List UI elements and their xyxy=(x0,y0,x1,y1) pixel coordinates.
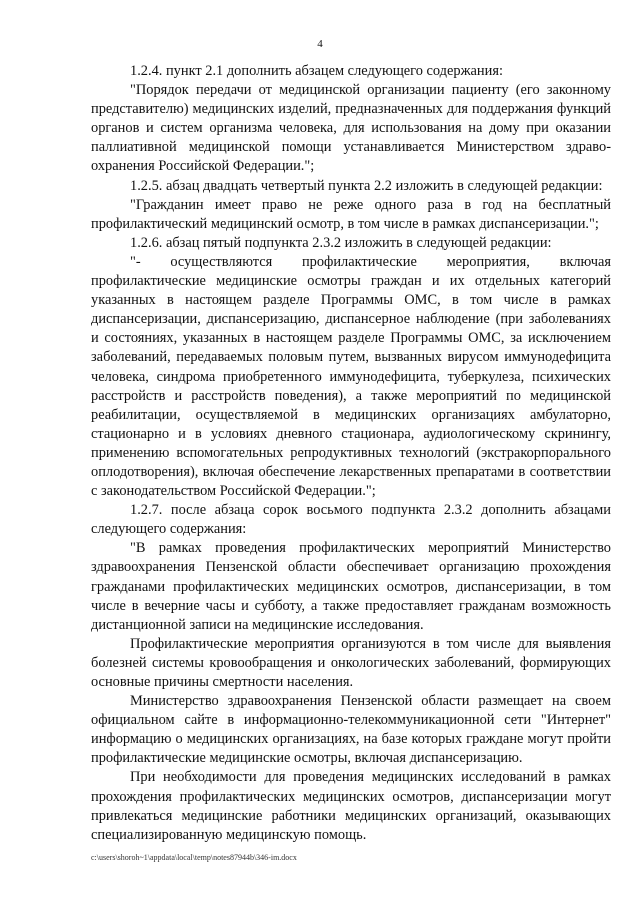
file-path-footer: c:\users\shoroh~1\appdata\local\temp\notes87944b\346-im.docx xyxy=(91,853,297,862)
document-body xyxy=(91,62,611,845)
paragraph-preventive-purpose: Профилактические мероприятия организуются в том числе для выявления болезней системы кровообращения и онкологических заболеваний, формирующих основные причины смертности населения. xyxy=(91,635,611,690)
paragraph-website-info: Министерство здравоохранения Пензенской области размещает на своем официальном сайте в информационно-телекоммуникационной сети "Интернет" информацию о медицинских организациях, на базе которых граждане могут пройти профилактические медицинские осмотры, включая диспансеризацию. xyxy=(91,693,611,767)
paragraph-specialist-involvement: При необходимости для проведения медицинских исследований в рамках прохождения профилактических медицинских осмотров, диспансеризации могут привлекаться медицинские работники медицинских организаций, оказывающих специализированную медицинскую помощь. xyxy=(91,769,611,843)
paragraph-1-2-5: 1.2.5. абзац двадцать четвертый пункта 2.2 изложить в следующей редакции: xyxy=(130,177,603,194)
paragraph-ministry-organization: "В рамках проведения профилактических мероприятий Министерство здравоохранения Пензенской области обеспечивает организацию прохождения гражданами профилактических медицинских осмотров, диспансеризации, в том числе в вечерние часы и субботу, а также предоставляет гражданам возможность дистанционной записи на медицинские исследования. xyxy=(91,540,611,633)
paragraph-transfer-order: "Порядок передачи от медицинской организации пациенту (его законному представителю) медицинских изделий, предназначенных для поддержания функций органов и систем организма человека, для использования на дому при оказании паллиативной медицинской помощи устанавливается Министерством здравоохранения Российской Федерации."; xyxy=(91,82,611,175)
paragraph-1-2-6: 1.2.6. абзац пятый подпункта 2.3.2 изложить в следующей редакции: xyxy=(130,234,552,251)
paragraph-free-checkup-right: "Гражданин имеет право не реже одного раза в год на бесплатный профилактический медицинский осмотр, в том числе в рамках диспансеризации."; xyxy=(91,196,611,232)
paragraph-1-2-7: 1.2.7. после абзаца сорок восьмого подпункта 2.3.2 дополнить абзацами следующего содержания: xyxy=(91,502,611,538)
paragraph-preventive-measures: "- осуществляются профилактические мероприятия, включая профилактические медицинские осмотры граждан и их отдельных категорий указанных в настоящем разделе Программы ОМС, в том числе в рамках диспансеризации, диспансеризацию, диспансерное наблюдение (при заболеваниях и состояниях, указанных в настоящем разделе Программы ОМС, за исключением заболеваний, передаваемых половым путем, вызванных вирусом иммунодефицита человека, синдрома приобретенного иммунодефицита, туберкулеза, психических расстройств и расстройств поведения), а также мероприятий по медицинской реабилитации, осуществляемой в медицинских организациях амбулаторно, стационарно и в условиях дневного стационара, аудиологическому скринингу, применению вспомогательных репродуктивных технологий (экстракорпорального оплодотворения), включая обеспечение лекарственных препаратами в соответствии с законодательством Российской Федерации."; xyxy=(91,253,611,500)
paragraph-1-2-4: 1.2.4. пункт 2.1 дополнить абзацем следующего содержания: xyxy=(130,63,503,79)
page-number: 4 xyxy=(317,38,323,50)
